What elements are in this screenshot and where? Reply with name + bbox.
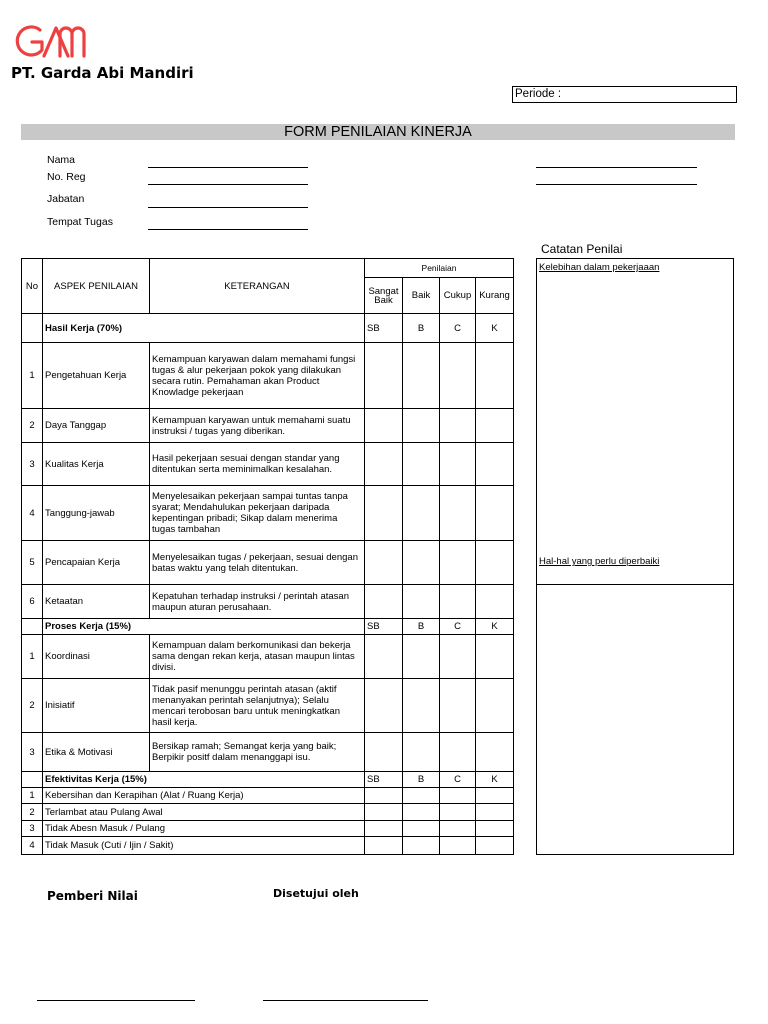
row-no: 1 — [22, 788, 43, 804]
row-aspek: Inisiatif — [43, 679, 150, 733]
company-logo — [14, 22, 94, 62]
row-keterangan: Hasil pekerjaan sesuai dengan standar yang ditentukan serta meminimalkan kesalahan. — [150, 443, 365, 486]
row-no: 2 — [22, 409, 43, 443]
header-no: No — [22, 259, 43, 314]
score-cell[interactable] — [403, 679, 440, 733]
score-cell[interactable] — [365, 635, 403, 679]
score-cell[interactable] — [365, 409, 403, 443]
grade-k-label: K — [476, 314, 514, 343]
score-cell[interactable] — [365, 585, 403, 619]
score-cell[interactable] — [365, 788, 403, 804]
score-cell[interactable] — [403, 821, 440, 837]
score-cell[interactable] — [403, 343, 440, 409]
table-row — [22, 821, 514, 837]
score-cell[interactable] — [476, 635, 514, 679]
row-aspek: Etika & Motivasi — [43, 733, 150, 772]
row-aspek: Pengetahuan Kerja — [43, 343, 150, 409]
row-no: 5 — [22, 541, 43, 585]
score-cell[interactable] — [403, 486, 440, 541]
score-cell[interactable] — [440, 486, 476, 541]
row-aspek: Pencapaian Kerja — [43, 541, 150, 585]
row-aspek: Kualitas Kerja — [43, 443, 150, 486]
notes-box[interactable] — [536, 258, 734, 855]
score-cell[interactable] — [365, 837, 403, 855]
grade-c-label: C — [440, 314, 476, 343]
row-aspek: Daya Tanggap — [43, 409, 150, 443]
score-cell[interactable] — [476, 443, 514, 486]
row-keterangan: Kemampuan karyawan dalam memahami fungsi tugas & alur pekerjaan pokok yang dilakukan secara rutin. Pemahaman akan Product Knowladge pekerjaan — [150, 343, 365, 409]
score-cell[interactable] — [365, 679, 403, 733]
score-cell[interactable] — [365, 804, 403, 821]
score-cell[interactable] — [476, 804, 514, 821]
score-cell[interactable] — [365, 821, 403, 837]
table-row — [22, 409, 514, 443]
row-aspek: Koordinasi — [43, 635, 150, 679]
table-row — [22, 635, 514, 679]
nama-input-line[interactable] — [148, 167, 308, 168]
score-cell[interactable] — [440, 541, 476, 585]
section-title: Efektivitas Kerja (15%) — [43, 772, 365, 788]
extra-input-line[interactable] — [536, 167, 697, 168]
row-keterangan: Menyelesaikan tugas / pekerjaan, sesuai dengan batas waktu yang telah ditentukan. — [150, 541, 365, 585]
row-keterangan: Kemampuan karyawan untuk memahami suatu instruksi / tugas yang diberikan. — [150, 409, 365, 443]
table-row — [22, 343, 514, 409]
table-row — [22, 733, 514, 772]
grade-b-label: B — [403, 314, 440, 343]
score-cell[interactable] — [365, 733, 403, 772]
table-row — [22, 788, 514, 804]
score-cell[interactable] — [476, 409, 514, 443]
section-title: Hasil Kerja (70%) — [43, 314, 365, 343]
header-sangat-baik: Sangat Baik — [365, 278, 403, 314]
score-cell[interactable] — [476, 541, 514, 585]
grade-sb-label: SB — [365, 772, 403, 788]
score-cell[interactable] — [365, 443, 403, 486]
score-cell[interactable] — [440, 733, 476, 772]
tempat-tugas-input-line[interactable] — [148, 229, 308, 230]
grade-k-label: K — [476, 772, 514, 788]
score-cell[interactable] — [403, 635, 440, 679]
header-kurang: Kurang — [476, 278, 514, 314]
extra-input-line[interactable] — [536, 184, 697, 185]
tempat-tugas-label: Tempat Tugas — [47, 216, 113, 228]
row-no: 2 — [22, 804, 43, 821]
score-cell[interactable] — [403, 409, 440, 443]
table-row — [22, 804, 514, 821]
row-aspek: Tanggung-jawab — [43, 486, 150, 541]
row-no: 4 — [22, 837, 43, 855]
score-cell[interactable] — [403, 837, 440, 855]
score-cell[interactable] — [476, 585, 514, 619]
row-keterangan: Menyelesaikan pekerjaan sampai tuntas tanpa syarat; Mendahulukan pekerjaan daripada kepentingan pribadi; Sikap dalam menerima tugas tambahan — [150, 486, 365, 541]
row-aspek: Terlambat atau Pulang Awal — [43, 804, 365, 821]
score-cell[interactable] — [440, 343, 476, 409]
grade-b-label: B — [403, 772, 440, 788]
signature-line-pemberi[interactable] — [37, 1000, 195, 1001]
row-no: 1 — [22, 343, 43, 409]
score-cell[interactable] — [440, 788, 476, 804]
section-title: Proses Kerja (15%) — [43, 619, 365, 635]
table-row — [22, 443, 514, 486]
no-reg-input-line[interactable] — [148, 184, 308, 185]
row-aspek: Tidak Abesn Masuk / Pulang — [43, 821, 365, 837]
score-cell[interactable] — [403, 585, 440, 619]
grade-b-label: B — [403, 619, 440, 635]
score-cell[interactable] — [476, 821, 514, 837]
score-cell[interactable] — [440, 821, 476, 837]
notes-divider — [537, 584, 733, 585]
assessment-table — [21, 258, 514, 855]
score-cell[interactable] — [476, 679, 514, 733]
form-title: FORM PENILAIAN KINERJA — [21, 124, 735, 140]
header-baik: Baik — [403, 278, 440, 314]
catatan-penilai-title: Catatan Penilai — [541, 242, 623, 256]
score-cell[interactable] — [365, 486, 403, 541]
jabatan-input-line[interactable] — [148, 207, 308, 208]
table-row — [22, 585, 514, 619]
score-cell[interactable] — [440, 804, 476, 821]
score-cell[interactable] — [365, 541, 403, 585]
score-cell[interactable] — [476, 343, 514, 409]
row-no: 1 — [22, 635, 43, 679]
score-cell[interactable] — [403, 541, 440, 585]
nama-label: Nama — [47, 154, 76, 166]
score-cell[interactable] — [440, 635, 476, 679]
score-cell[interactable] — [476, 837, 514, 855]
table-row — [22, 486, 514, 541]
grade-k-label: K — [476, 619, 514, 635]
grade-c-label: C — [440, 619, 476, 635]
pemberi-nilai-label: Pemberi Nilai — [47, 889, 138, 903]
perbaikan-label: Hal-hal yang perlu diperbaiki — [539, 556, 660, 567]
periode-field[interactable]: Periode : — [512, 86, 737, 103]
table-row — [22, 837, 514, 855]
score-cell[interactable] — [403, 788, 440, 804]
score-cell[interactable] — [440, 679, 476, 733]
row-aspek: Tidak Masuk (Cuti / Ijin / Sakit) — [43, 837, 365, 855]
row-keterangan: Tidak pasif menunggu perintah atasan (aktif menanyakan perintah selanjutnya); Selalu mencari terobosan baru untuk meningkatkan hasil kerja. — [150, 679, 365, 733]
row-keterangan: Kepatuhan terhadap instruksi / perintah atasan maupun aturan perusahaan. — [150, 585, 365, 619]
kelebihan-label: Kelebihan dalam pekerjaaan — [539, 262, 660, 273]
signature-line-disetujui[interactable] — [263, 1000, 428, 1001]
grade-sb-label: SB — [365, 619, 403, 635]
score-cell[interactable] — [476, 486, 514, 541]
score-cell[interactable] — [440, 837, 476, 855]
no-reg-label: No. Reg — [47, 171, 86, 183]
score-cell[interactable] — [365, 343, 403, 409]
score-cell[interactable] — [403, 443, 440, 486]
row-aspek: Kebersihan dan Kerapihan (Alat / Ruang Kerja) — [43, 788, 365, 804]
row-keterangan: Bersikap ramah; Semangat kerja yang baik; Berpikir positf dalam menanggapi isu. — [150, 733, 365, 772]
score-cell[interactable] — [403, 733, 440, 772]
table-row — [22, 679, 514, 733]
row-no: 4 — [22, 486, 43, 541]
row-no: 3 — [22, 443, 43, 486]
row-no: 6 — [22, 585, 43, 619]
score-cell[interactable] — [476, 788, 514, 804]
score-cell[interactable] — [440, 443, 476, 486]
header-aspek: ASPEK PENILAIAN — [43, 259, 150, 314]
score-cell[interactable] — [476, 733, 514, 772]
row-no: 3 — [22, 733, 43, 772]
score-cell[interactable] — [440, 585, 476, 619]
header-cukup: Cukup — [440, 278, 476, 314]
header-keterangan: KETERANGAN — [150, 259, 365, 314]
table-row — [22, 541, 514, 585]
row-aspek: Ketaatan — [43, 585, 150, 619]
company-name: PT. Garda Abi Mandiri — [11, 64, 194, 82]
row-no: 2 — [22, 679, 43, 733]
score-cell[interactable] — [440, 409, 476, 443]
row-no: 3 — [22, 821, 43, 837]
disetujui-label: Disetujui oleh — [273, 887, 359, 900]
jabatan-label: Jabatan — [47, 193, 85, 205]
grade-sb-label: SB — [365, 314, 403, 343]
header-penilaian: Penilaian — [365, 259, 514, 278]
score-cell[interactable] — [403, 804, 440, 821]
grade-c-label: C — [440, 772, 476, 788]
row-keterangan: Kemampuan dalam berkomunikasi dan bekerja sama dengan rekan kerja, atasan maupun lintas divisi. — [150, 635, 365, 679]
